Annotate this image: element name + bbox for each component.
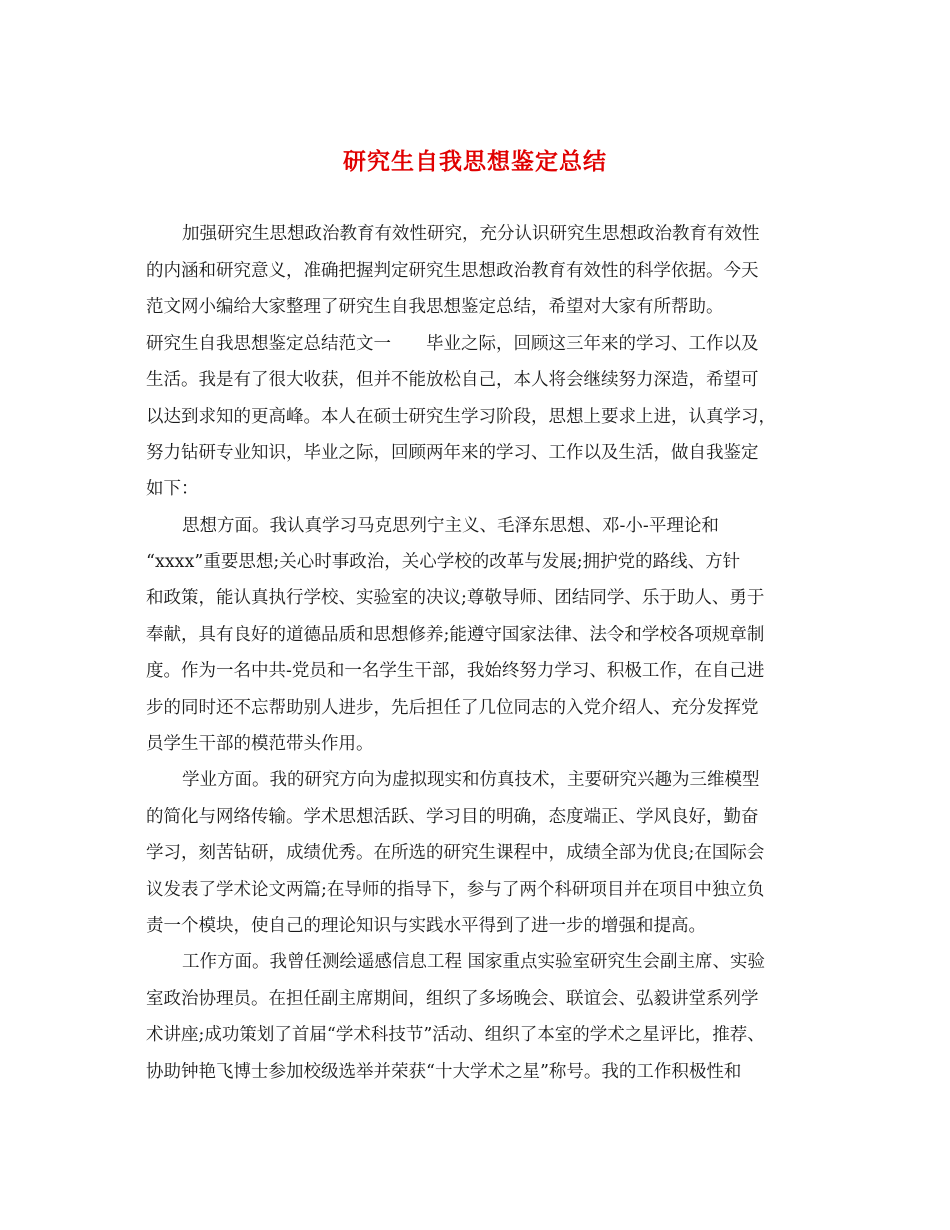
document-title: 研究生自我思想鉴定总结 <box>343 149 607 175</box>
text-line: 奉献，具有良好的道德品质和思想修养;能遵守国家法律、法令和学校各项规章制 <box>146 625 765 645</box>
text-line: 责一个模块，使自己的理论知识与实践水平得到了进一步的增强和提高。 <box>146 916 706 936</box>
text-line: 步的同时还不忘帮助别人进步，先后担任了几位同志的入党介绍人、充分发挥党 <box>146 698 759 718</box>
text-line: 范文网小编给大家整理了研究生自我思想鉴定总结，希望对大家有所帮助。 <box>146 297 724 317</box>
text-line: 学业方面。我的研究方向为虚拟现实和仿真技术，主要研究兴趣为三维模型 <box>182 770 760 790</box>
text-line: 研究生自我思想鉴定总结范文一 毕业之际，回顾这三年来的学习、工作以及 <box>146 334 759 354</box>
text-line: 的简化与网络传输。学术思想活跃、学习目的明确，态度端正、学风良好，勤奋 <box>146 807 759 827</box>
text-line: 室政治协理员。在担任副主席期间，组织了多场晚会、联谊会、弘毅讲堂系列学 <box>146 989 759 1009</box>
text-line: 以达到求知的更高峰。本人在硕士研究生学习阶段，思想上要求上进，认真学习， <box>146 407 776 427</box>
text-line: 思想方面。我认真学习马克思列宁主义、毛泽东思想、邓-小-平理论和 <box>182 516 719 536</box>
text-line: 的内涵和研究意义，准确把握判定研究生思想政治教育有效性的科学依据。今天 <box>146 261 759 281</box>
text-line: 工作方面。我曾任测绘遥感信息工程 国家重点实验室研究生会副主席、实验 <box>182 952 766 972</box>
text-line: 议发表了学术论文两篇;在导师的指导下，参与了两个科研项目并在项目中独立负 <box>146 880 765 900</box>
text-line: 加强研究生思想政治教育有效性研究，充分认识研究生思想政治教育有效性 <box>182 224 760 244</box>
text-line: 如下： <box>146 479 199 499</box>
text-line: 努力钻研专业知识，毕业之际，回顾两年来的学习、工作以及生活，做自我鉴定 <box>146 443 759 463</box>
text-line: 协助钟艳飞博士参加校级选举并荣获“十大学术之星”称号。我的工作积极性和 <box>146 1062 742 1082</box>
text-line: 度。作为一名中共-党员和一名学生干部，我始终努力学习、积极工作，在自己进 <box>146 661 765 681</box>
text-line: 和政策，能认真执行学校、实验室的决议;尊敬导师、团结同学、乐于助人、勇于 <box>146 588 765 608</box>
text-line: 学习，刻苦钻研，成绩优秀。在所选的研究生课程中，成绩全部为优良;在国际会 <box>146 843 765 863</box>
text-line: 员学生干部的模范带头作用。 <box>146 734 374 754</box>
text-line: 术讲座;成功策划了首届“学术科技节”活动、组织了本室的学术之星评比，推荐、 <box>146 1025 765 1045</box>
text-line: “xxxx”重要思想;关心时事政治，关心学校的改革与发展;拥护党的路线、方针 <box>146 552 741 572</box>
text-line: 生活。我是有了很大收获，但并不能放松自己，本人将会继续努力深造，希望可 <box>146 370 759 390</box>
